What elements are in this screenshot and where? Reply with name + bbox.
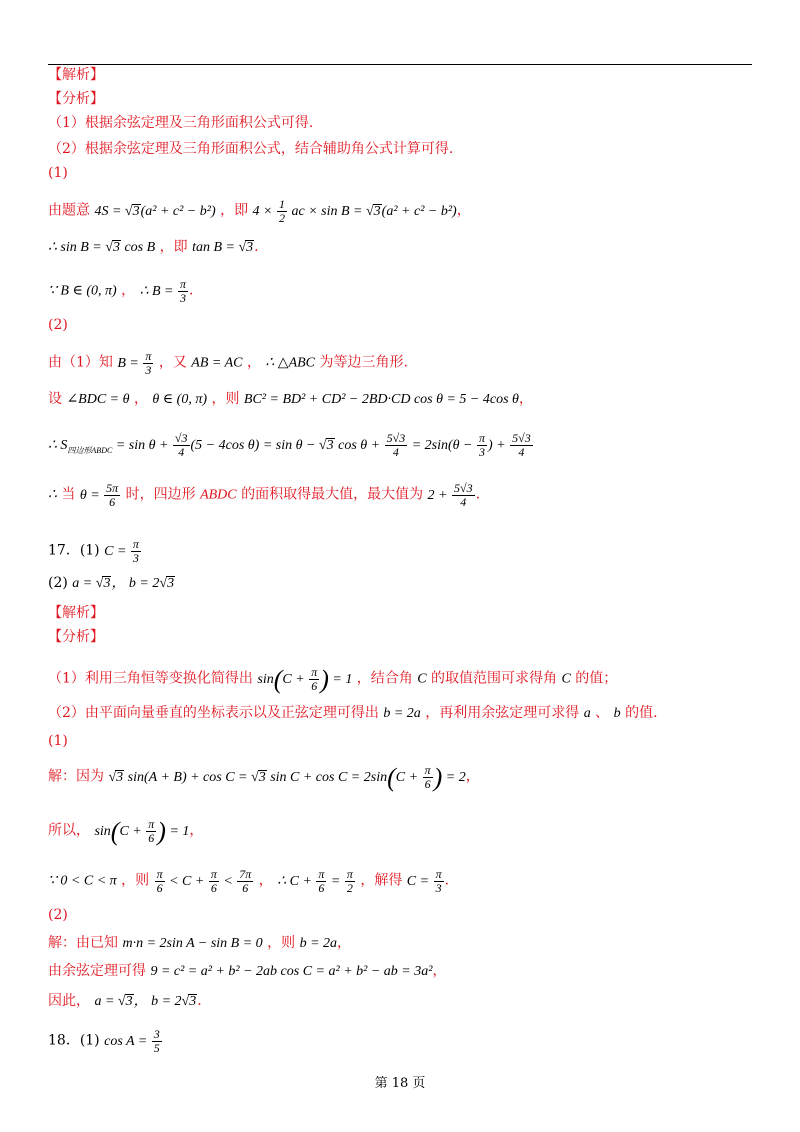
- solution-line-b-value: ∵ B ∈ (0, π) ， ∴ B = $\frac{\pi}{3}$ .: [48, 277, 194, 305]
- text-connector: ，又: [158, 354, 187, 371]
- solution-17-line-b: 所以， sin(C + $\frac{\pi}{6}$ ) = 1，: [48, 816, 204, 846]
- analysis-line-1: （1）根据余弦定理及三角形面积公式可得.: [48, 115, 314, 131]
- text-connector: ，: [121, 282, 136, 299]
- formula: 4 × $\frac{1}{2}$ ac × sin B = √3(a² + c² − b²): [252, 197, 457, 225]
- formula: 2 + $\frac{5√3}{4}$: [427, 481, 473, 509]
- formula: B = $\frac{\pi}{3}$: [117, 349, 152, 377]
- solution-17-line-e: 由余弦定理可得 9 = c² = a² + b² − 2ab cos C = a² + b² − ab = 3a²，: [48, 963, 447, 979]
- part-1-label: (1): [48, 165, 68, 181]
- text-prefix: （2）由平面向量垂直的坐标表示以及正弦定理可得出: [48, 705, 379, 721]
- answer-18-1: [48, 1028, 163, 1055]
- formula: AB = AC: [191, 355, 243, 371]
- text-suffix: 的面积取得最大值，最大值为: [241, 486, 424, 503]
- formula: C = $\frac{\pi}{3}$: [406, 867, 442, 895]
- text-connector: 时，四边形: [125, 486, 196, 503]
- text-connector: ，: [133, 391, 148, 407]
- formula: tan B = √3: [192, 240, 254, 255]
- solution-17-line-f: 因此， a = √3， b = 2√3.: [48, 993, 202, 1009]
- formula: ∴ △ABC: [265, 355, 316, 371]
- text-prefix: 由（1）知: [48, 354, 113, 371]
- analysis-line-2: （2）根据余弦定理及三角形面积公式，结合辅助角公式计算可得.: [48, 141, 454, 157]
- formula: θ ∈ (0, π): [152, 392, 207, 407]
- text-connector: ，解得: [360, 872, 403, 889]
- text-prefix: 由余弦定理可得: [48, 963, 146, 979]
- text-connector: ，则: [121, 872, 150, 889]
- text-connector: ，: [258, 872, 273, 889]
- solution-line-area-sum: [48, 432, 534, 460]
- formula: 4S = √3(a² + c² − b²): [94, 203, 216, 219]
- formula: $\frac{\pi}{6}$ < C + $\frac{\pi}{6}$ < $\frac{7\pi}{6}$: [156, 867, 252, 895]
- text-prefix: 解：由已知: [48, 935, 118, 951]
- formula: a: [583, 706, 591, 721]
- formula: b = 2a: [383, 706, 421, 721]
- formula: 9 = c² = a² + b² − 2ab cos C = a² + b² − ab = 3a²: [150, 964, 433, 979]
- fenxi-heading: 【分析】: [48, 629, 104, 645]
- solution-17-line-d: 解：由已知 m·n = 2sin A − sin B = 0 ，则 b = 2a，: [48, 935, 352, 951]
- text-prefix: 解：因为: [48, 768, 104, 785]
- solution-17-line-c: ∵ 0 < C < π ，则 $\frac{\pi}{6}$ < C + $\frac{\pi}{6}$ < $\frac{7\pi}{6}$ ， ∴ C + $\frac{\pi}{6}$ = $\frac{\pi}{2}$ ，解得 C = $\frac{\pi}{3}$ .: [48, 867, 450, 895]
- header-rule: [48, 64, 752, 65]
- text-suffix: 的值；: [575, 670, 618, 687]
- formula: ∴: [48, 487, 57, 503]
- formula: b: [613, 706, 621, 721]
- text-suffix: 为等边三角形.: [319, 354, 408, 371]
- text-suffix: 的值.: [625, 705, 658, 721]
- analysis-17-line-1: [48, 666, 617, 693]
- solution-line-equilateral: [48, 350, 408, 377]
- solution-line-cosine-law: 设 ∠BDC = θ ， θ ∈ (0, π) ，则 BC² = BD² + CD² − 2BD·CD cos θ = 5 − 4cos θ，: [48, 391, 533, 407]
- formula: BC² = BD² + CD² − 2BD·CD cos θ = 5 − 4cos θ: [243, 392, 519, 407]
- formula: ∴ sin B = √3 cos B: [48, 240, 156, 255]
- answer-17-1: [48, 538, 142, 565]
- jiexi-heading: 【解析】: [48, 67, 104, 83]
- text-connector: ，再利用余弦定理可求得: [425, 705, 580, 721]
- formula: ∴ C + $\frac{\pi}{6}$ = $\frac{\pi}{2}$: [277, 867, 353, 895]
- formula: ∠BDC = θ: [66, 392, 130, 407]
- text-connector: ，即: [159, 239, 188, 255]
- part-1-label: (1): [48, 733, 68, 749]
- formula: √3 sin(A + B) + cos C = √3 sin C + cos C = 2sin(C + $\frac{\pi}{6}$ ) = 2: [108, 762, 466, 792]
- formula: ∴ $S_{四边形ABDC} = \sin \theta$ + $\frac{√3}{4}$ (5 − 4cos θ) = sin θ − √3 cos θ + $\frac{5√3}{4}$ = 2sin(θ − $\frac{\pi}{3}$ ) + $\frac{5√3}{4}$: [48, 431, 531, 459]
- formula: C = $\frac{\pi}{3}$: [104, 537, 139, 565]
- answer-label: (2): [48, 575, 68, 591]
- text-prefix: 由题意: [48, 202, 90, 219]
- part-2-label: (2): [48, 907, 68, 923]
- text-connector: 的取值范围可求得角: [431, 670, 558, 687]
- page-number: 第 18 页: [374, 1076, 426, 1091]
- text-connector: ，: [246, 354, 261, 371]
- text-prefix: 设: [48, 391, 62, 407]
- text-prefix: （1）利用三角恒等变换化简得出: [48, 670, 253, 687]
- analysis-17-line-2: [48, 704, 658, 723]
- text-prefix: 所以，: [48, 822, 90, 839]
- formula: ∵ B ∈ (0, π): [48, 283, 117, 299]
- formula: m·n = 2sin A − sin B = 0: [122, 936, 263, 951]
- answer-label: 18．(1): [48, 1032, 100, 1049]
- formula: a = √3， b = 2√3: [72, 576, 175, 591]
- solution-17-line-a: 解：因为 √3 sin(A + B) + cos C = √3 sin C + cos C = 2sin(C + $\frac{\pi}{6}$ ) = 2，: [48, 762, 480, 792]
- formula: ∵ 0 < C < π: [48, 873, 117, 889]
- formula: b = 2a: [299, 936, 338, 951]
- text-prefix: 当: [61, 486, 76, 503]
- formula: θ = $\frac{5\pi}{6}$: [79, 481, 119, 509]
- formula: C: [417, 671, 427, 687]
- text-connector: ，则: [211, 391, 240, 407]
- formula: sin(C + $\frac{\pi}{6}$ ) = 1: [94, 816, 190, 846]
- text-prefix: 因此，: [48, 993, 90, 1009]
- jiexi-heading: 【解析】: [48, 605, 104, 621]
- solution-line-maximum: ∴ 当 θ = $\frac{5\pi}{6}$ 时，四边形 ABDC 的面积取得最大值，最大值为 2 + $\frac{5√3}{4}$ .: [48, 481, 481, 509]
- fenxi-heading: 【分析】: [48, 91, 104, 107]
- text-connector: 、: [595, 705, 610, 721]
- formula: a = √3， b = 2√3: [94, 994, 197, 1009]
- answer-17-2: [48, 574, 175, 593]
- formula: sin(C + $\frac{\pi}{6}$ ) = 1: [257, 664, 353, 694]
- text-connector: ，则: [267, 935, 296, 951]
- shape-name: ABDC: [200, 487, 237, 503]
- solution-line-area: 由题意 4S = √3(a² + c² − b²) ，即 4 × $\frac{1}{2}$ ac × sin B = √3(a² + c² − b²)，: [48, 197, 471, 225]
- solution-line-tanb: ∴ sin B = √3 cos B ，即 tan B = √3.: [48, 239, 259, 255]
- answer-label: 17．(1): [48, 542, 100, 559]
- text-connector: ，即: [220, 202, 249, 219]
- formula: cos A = $\frac{3}{5}$: [104, 1027, 160, 1055]
- formula: C: [561, 671, 571, 687]
- formula: ∴ B = $\frac{\pi}{3}$: [139, 277, 186, 305]
- text-connector: ，结合角: [356, 670, 413, 687]
- part-2-label: (2): [48, 317, 68, 333]
